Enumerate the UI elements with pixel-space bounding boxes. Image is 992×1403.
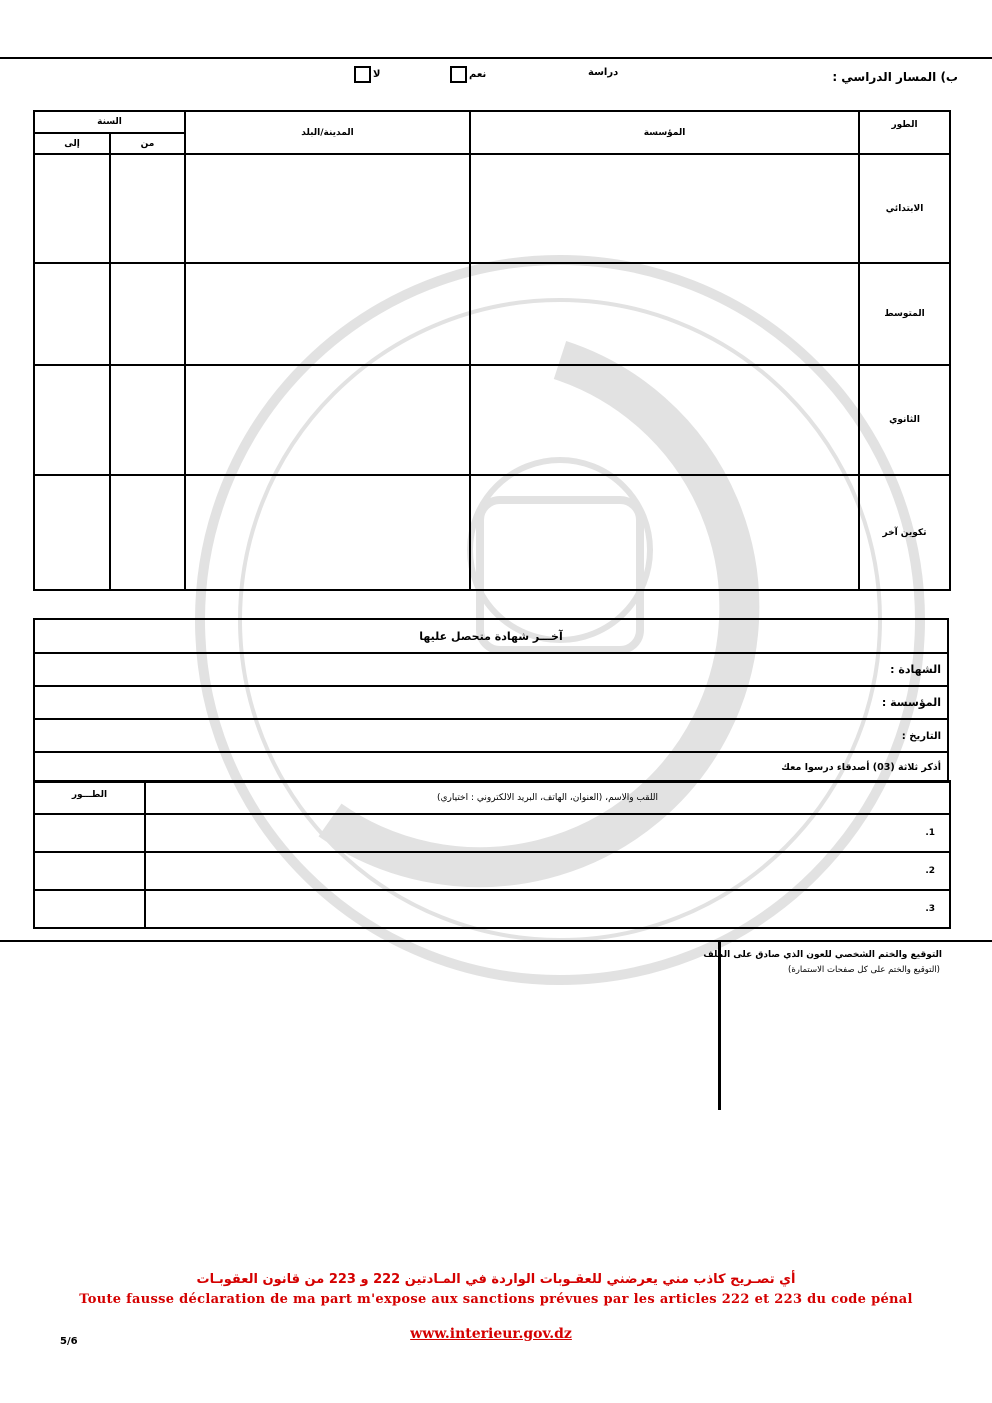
friend-row-2[interactable]: 2. bbox=[145, 852, 950, 890]
stage-middle: المتوسط bbox=[859, 263, 950, 365]
institution-cell[interactable] bbox=[470, 475, 859, 590]
table-row bbox=[34, 852, 950, 890]
from-cell[interactable] bbox=[110, 365, 185, 475]
from-cell[interactable] bbox=[110, 154, 185, 263]
last-certificate-table bbox=[33, 618, 949, 783]
from-cell[interactable] bbox=[110, 263, 185, 365]
institution-cell[interactable] bbox=[470, 154, 859, 263]
date-label: التاريخ : bbox=[901, 731, 941, 742]
city-cell[interactable] bbox=[185, 365, 470, 475]
education-stages-table bbox=[33, 110, 951, 591]
friend-stage-cell[interactable] bbox=[34, 814, 145, 852]
to-cell[interactable] bbox=[34, 154, 110, 263]
friends-label: أذكر ثلاثة (03) أصدقاء درسوا معك bbox=[781, 761, 941, 773]
page-number: 5/6 bbox=[60, 1336, 78, 1347]
friend-row-3[interactable]: 3. bbox=[145, 890, 950, 928]
signature-top-rule bbox=[0, 940, 992, 942]
table-row bbox=[34, 814, 950, 852]
friend-info-header: اللقب والاسم، (العنوان، الهاتف، البريد الالكتروني : اختياري) bbox=[145, 781, 950, 814]
city-cell[interactable] bbox=[185, 154, 470, 263]
no-label: لا bbox=[373, 69, 381, 80]
certificate-title: آخـــر شهادة متحصل عليها bbox=[34, 619, 948, 653]
table-row bbox=[34, 890, 950, 928]
to-header: إلى bbox=[34, 133, 110, 154]
warning-arabic: أي تصـريح كاذب مني يعرضني للعقـوبات الواردة في المـادتين 222 و 223 من قانون العقوبـات bbox=[196, 1272, 796, 1287]
table-row bbox=[34, 263, 950, 365]
institution-cell[interactable] bbox=[470, 263, 859, 365]
friend-row-1[interactable]: 1. bbox=[145, 814, 950, 852]
friend-stage-cell[interactable] bbox=[34, 890, 145, 928]
institution-field[interactable] bbox=[34, 686, 948, 719]
stage-header: الطور bbox=[859, 111, 950, 154]
signature-title: التوقيع والختم الشخصي للعون الذي صادق على الملف bbox=[703, 950, 942, 960]
to-cell[interactable] bbox=[34, 475, 110, 590]
certificate-field[interactable] bbox=[34, 653, 948, 686]
study-path-label: ب) المسار الدراسي : bbox=[832, 70, 958, 84]
top-rule bbox=[0, 57, 992, 59]
city-cell[interactable] bbox=[185, 475, 470, 590]
yes-option[interactable] bbox=[450, 66, 486, 83]
friend-stage-cell[interactable] bbox=[34, 852, 145, 890]
stage-primary: الابتدائي bbox=[859, 154, 950, 263]
city-cell[interactable] bbox=[185, 263, 470, 365]
institution-header: المؤسسة bbox=[470, 111, 859, 154]
signature-divider bbox=[718, 940, 721, 1110]
warning-french: Toute fausse déclaration de ma part m'expose aux sanctions prévues par les articles 222 et 223 du code pénal bbox=[79, 1292, 913, 1307]
from-header: من bbox=[110, 133, 185, 154]
city-header: المدينة/البلد bbox=[185, 111, 470, 154]
no-option[interactable] bbox=[354, 66, 380, 83]
signature-note: (التوقيع والختم على كل صفحات الاستمارة) bbox=[788, 965, 940, 975]
institution-label: المؤسسة : bbox=[881, 696, 941, 709]
study-word: دراسة bbox=[588, 67, 619, 78]
no-checkbox[interactable] bbox=[354, 66, 371, 83]
table-row bbox=[34, 365, 950, 475]
yes-checkbox[interactable] bbox=[450, 66, 467, 83]
website-link[interactable]: www.interieur.gov.dz bbox=[410, 1326, 572, 1342]
to-cell[interactable] bbox=[34, 263, 110, 365]
yes-label: نعم bbox=[469, 69, 487, 80]
table-row bbox=[34, 154, 950, 263]
friends-prompt bbox=[34, 752, 948, 782]
friends-table bbox=[33, 780, 951, 929]
to-cell[interactable] bbox=[34, 365, 110, 475]
friend-stage-header: الطـــور bbox=[34, 781, 145, 814]
institution-cell[interactable] bbox=[470, 365, 859, 475]
stage-other-training: تكوين آخر bbox=[859, 475, 950, 590]
date-field[interactable] bbox=[34, 719, 948, 752]
stage-secondary: الثانوي bbox=[859, 365, 950, 475]
year-header: السنة bbox=[34, 111, 185, 133]
certificate-label: الشهادة : bbox=[890, 663, 941, 676]
table-row bbox=[34, 475, 950, 590]
from-cell[interactable] bbox=[110, 475, 185, 590]
